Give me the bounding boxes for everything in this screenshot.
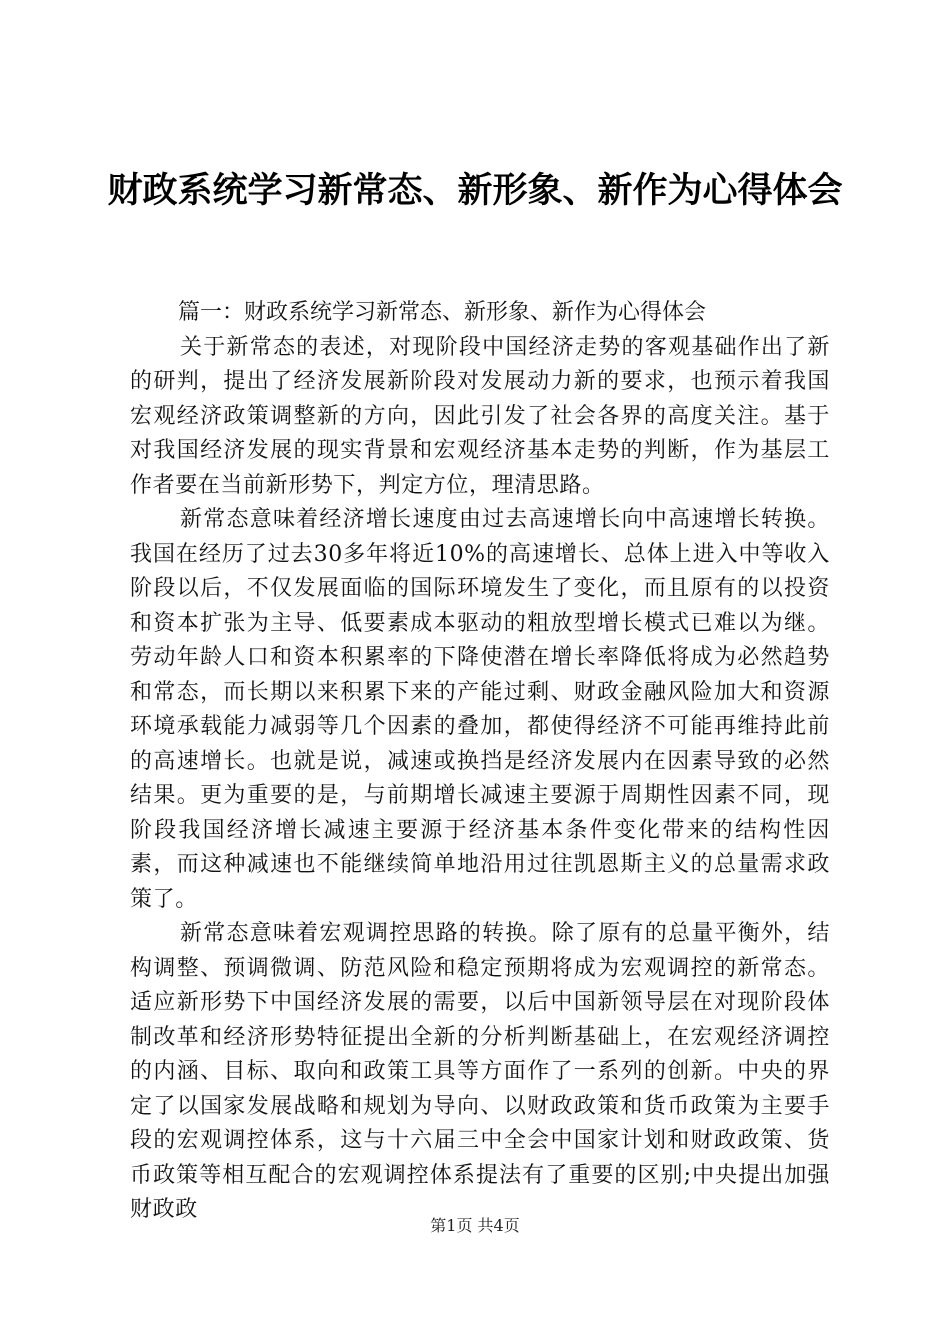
section-subtitle: 篇一：财政系统学习新常态、新形象、新作为心得体会 xyxy=(178,300,707,325)
page-footer xyxy=(0,1215,950,1237)
paragraph-3: 新常态意味着宏观调控思路的转换。除了原有的总量平衡外，结构调整、预调微调、防范风险和稳定预期将成为宏观调控的新常态。适应新形势下中国经济发展的需要，以后中国新领导层在对现阶段体制改革和经济形势特征提出全新的分析判断基础上，在宏观经济调控的内涵、目标、取向和政策工具等方面作了一系列的创新。中央的界定了以国家发展战略和规划为导向、以财政政策和货币政策为主要手段的宏观调控体系，这与十六届三中全会中国家计划和财政政策、货币政策等相互配合的宏观调控体系提法有了重要的区别;中央提出加强财政政 xyxy=(130,921,830,1222)
paragraph-1: 关于新常态的表述，对现阶段中国经济走势的客观基础作出了新的研判，提出了经济发展新阶段对发展动力新的要求，也预示着我国宏观经济政策调整新的方向，因此引发了社会各界的高度关注。基于对我国经济发展的现实背景和宏观经济基本走势的判断，作为基层工作者要在当前新形势下，判定方位，理清思路。 xyxy=(130,334,830,498)
document-title: 财政系统学习新常态、新形象、新作为心得体会 xyxy=(107,171,843,211)
paragraph-2: 新常态意味着经济增长速度由过去高速增长向中高速增长转换。我国在经历了过去30多年将近10%的高速增长、总体上进入中等收入阶段以后，不仅发展面临的国际环境发生了变化，而且原有的以投资和资本扩张为主导、低要素成本驱动的粗放型增长模式已难以为继。劳动年龄人口和资本积累率的下降使潜在增长率降低将成为必然趋势和常态，而长期以来积累下来的产能过剩、财政金融风险加大和资源环境承载能力减弱等几个因素的叠加，都使得经济不可能再维持此前的高速增长。也就是说，减速或换挡是经济发展内在因素导致的必然结果。更为重要的是，与前期增长减速主要源于周期性因素不同，现阶段我国经济增长减速主要源于经济基本条件变化带来的结构性因素，而这种减速也不能继续简单地沿用过往凯恩斯主义的总量需求政策了。 xyxy=(130,507,830,912)
document-body xyxy=(130,296,830,1228)
page-number: 第1页 共4页 xyxy=(430,1216,520,1235)
